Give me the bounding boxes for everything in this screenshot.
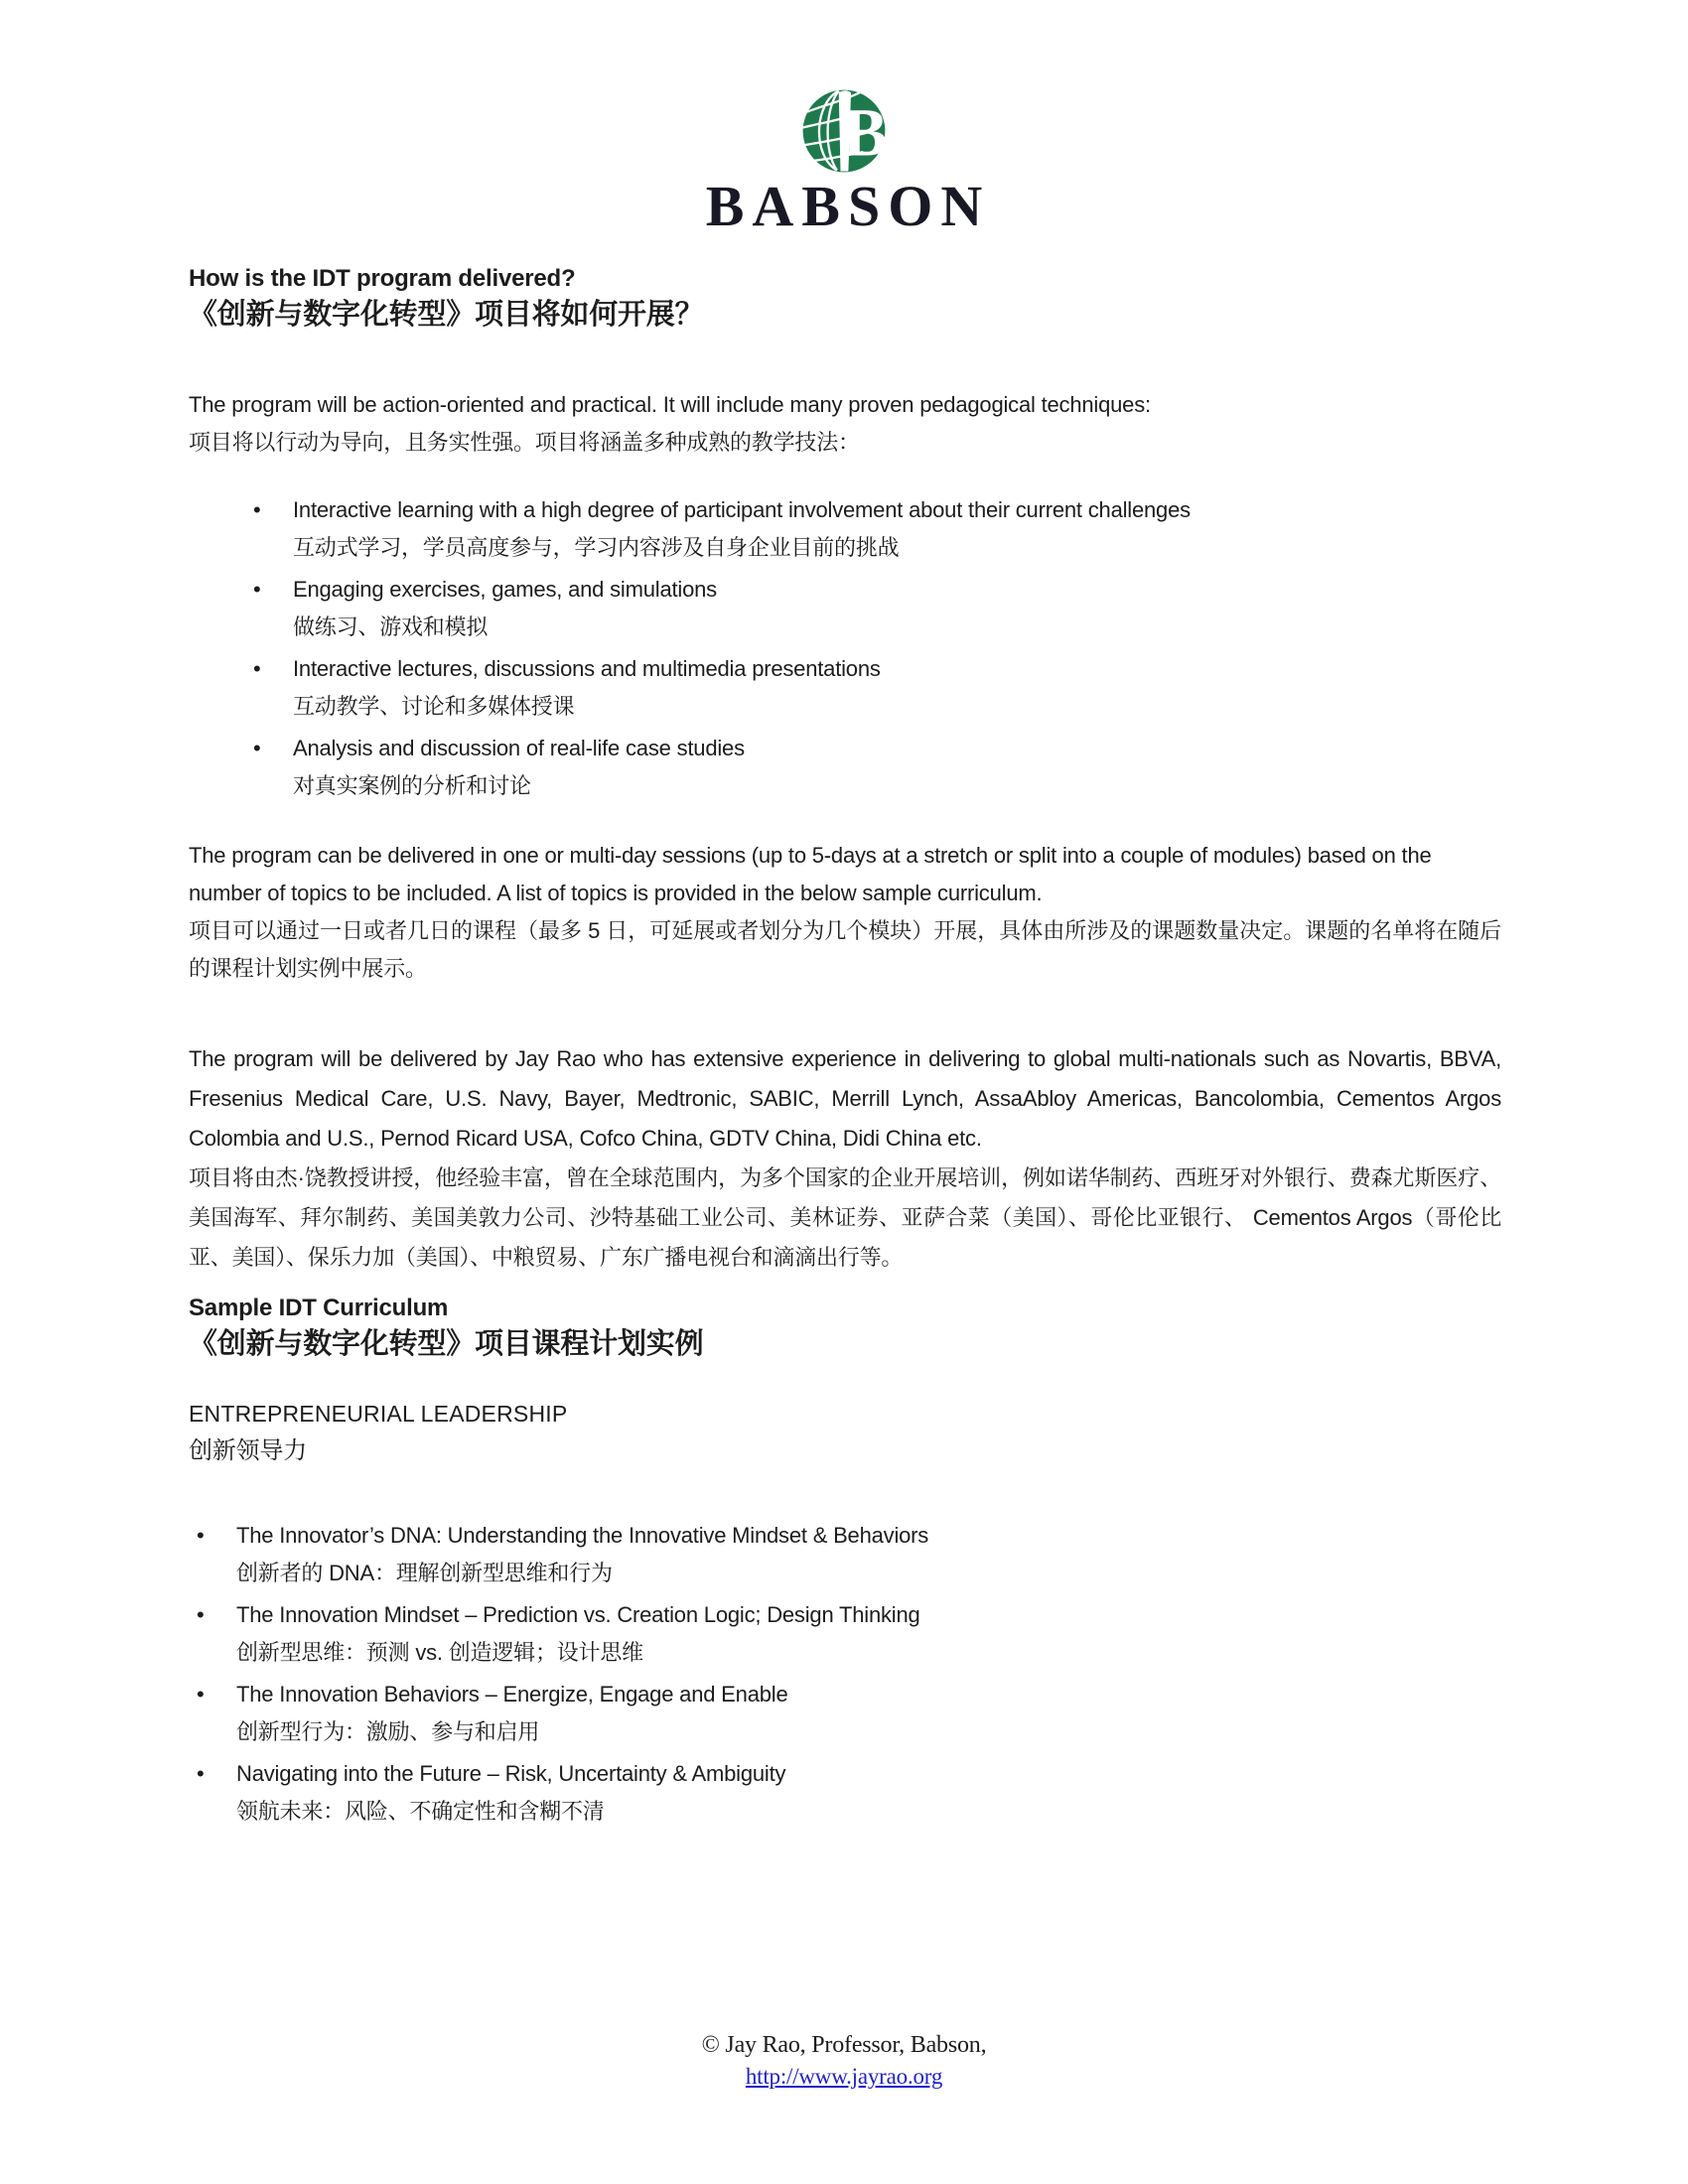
- delivery-paragraph-en: The program can be delivered in one or multi-day sessions (up to 5-days at a stretch or split into a couple of modules) based on the number of topics to be included. A list of topics is provided in the below sample curriculum.: [189, 843, 1432, 905]
- intro-paragraph-zh: 项目将以行动为导向，且务实性强。项目将涵盖多种成熟的教学技法：: [189, 430, 860, 455]
- copyright-text: © Jay Rao, Professor, Babson,: [701, 2032, 987, 2058]
- bullet-icon: •: [253, 577, 261, 602]
- intro-paragraph-en: The program will be action-oriented and practical. It will include many proven pedagogical techniques:: [189, 392, 1151, 417]
- topic-en: The Innovation Mindset – Prediction vs. Creation Logic; Design Thinking: [236, 1602, 920, 1627]
- list-item: [253, 571, 1501, 646]
- section-heading-zh: 创新领导力: [189, 1437, 307, 1464]
- svg-text:B: B: [842, 94, 888, 171]
- bullet-icon: •: [253, 497, 261, 522]
- list-item: [253, 491, 1501, 567]
- topic-zh: 创新型行为：激励、参与和启用: [236, 1719, 540, 1744]
- bullet-icon: •: [197, 1682, 205, 1706]
- technique-zh: 互动式学习，学员高度参与，学习内容涉及自身企业目前的挑战: [293, 535, 900, 560]
- babson-wordmark: BABSON: [705, 174, 991, 238]
- bullet-icon: •: [253, 736, 261, 760]
- document-body: [189, 248, 1501, 1835]
- technique-zh: 互动教学、讨论和多媒体授课: [293, 694, 575, 719]
- topics-list: [189, 1517, 1501, 1831]
- page-title-en: How is the IDT program delivered?: [189, 265, 576, 292]
- topic-zh: 领航未来：风险、不确定性和含糊不清: [236, 1799, 605, 1824]
- footer: [0, 2029, 1688, 2093]
- delivery-paragraph-zh: 项目可以通过一日或者几日的课程（最多 5 日，可延展或者划分为几个模块）开展，具体由所涉及的课题数量决定。课题的名单将在随后的课程计划实例中展示。: [189, 918, 1501, 981]
- bullet-icon: •: [197, 1602, 205, 1627]
- techniques-list: [189, 491, 1501, 805]
- technique-en: Analysis and discussion of real-life case studies: [293, 736, 745, 760]
- babson-globe-icon: [800, 87, 888, 175]
- babson-logo: [0, 0, 1688, 238]
- curriculum-heading-en: Sample IDT Curriculum: [189, 1295, 449, 1321]
- list-item: [197, 1676, 1501, 1751]
- page-title-zh: 《创新与数字化转型》项目将如何开展？: [189, 299, 704, 331]
- topic-en: Navigating into the Future – Risk, Uncertainty & Ambiguity: [236, 1761, 786, 1786]
- instructor-paragraph-zh: 项目将由杰·饶教授讲授，他经验丰富，曾在全球范围内，为多个国家的企业开展培训，例如诺华制药、西班牙对外银行、费森尤斯医疗、美国海军、拜尔制药、美国美敦力公司、沙特基础工业公司、美林证券、亚萨合菜（美国）、哥伦比亚银行、 Cementos Argos（哥伦比亚、美国）、保乐力加（美国）、中粮贸易、广东广播电视台和滴滴出行等。: [189, 1165, 1501, 1270]
- topic-en: The Innovation Behaviors – Energize, Engage and Enable: [236, 1682, 788, 1706]
- technique-en: Interactive learning with a high degree of participant involvement about their current challenges: [293, 497, 1191, 522]
- instructor-paragraph-en: The program will be delivered by Jay Rao who has extensive experience in delivering to global multi-nationals such as Novartis, BBVA, Fresenius Medical Care, U.S. Navy, Bayer, Medtronic, SABIC, Merrill Lynch, AssaAbloy Americas, Bancolombia, Cementos Argos Colombia and U.S., Pernod Ricard USA, Cofco China, GDTV China, Didi China etc.: [189, 1046, 1501, 1151]
- list-item: [253, 730, 1501, 805]
- topic-zh: 创新者的 DNA：理解创新型思维和行为: [236, 1561, 613, 1585]
- topic-en: The Innovator’s DNA: Understanding the Innovative Mindset & Behaviors: [236, 1523, 929, 1548]
- list-item: [197, 1755, 1501, 1831]
- list-item: [197, 1596, 1501, 1672]
- technique-en: Engaging exercises, games, and simulations: [293, 577, 717, 602]
- technique-zh: 做练习、游戏和模拟: [293, 614, 489, 639]
- footer-link[interactable]: http://www.jayrao.org: [745, 2064, 943, 2089]
- bullet-icon: •: [197, 1761, 205, 1786]
- topic-zh: 创新型思维：预测 vs. 创造逻辑；设计思维: [236, 1640, 643, 1665]
- section-heading-en: ENTREPRENEURIAL LEADERSHIP: [189, 1401, 568, 1427]
- technique-zh: 对真实案例的分析和讨论: [293, 773, 531, 798]
- bullet-icon: •: [253, 656, 261, 681]
- list-item: [253, 650, 1501, 726]
- list-item: [197, 1517, 1501, 1592]
- technique-en: Interactive lectures, discussions and multimedia presentations: [293, 656, 881, 681]
- curriculum-heading-zh: 《创新与数字化转型》项目课程计划实例: [189, 1328, 704, 1360]
- bullet-icon: •: [197, 1523, 205, 1548]
